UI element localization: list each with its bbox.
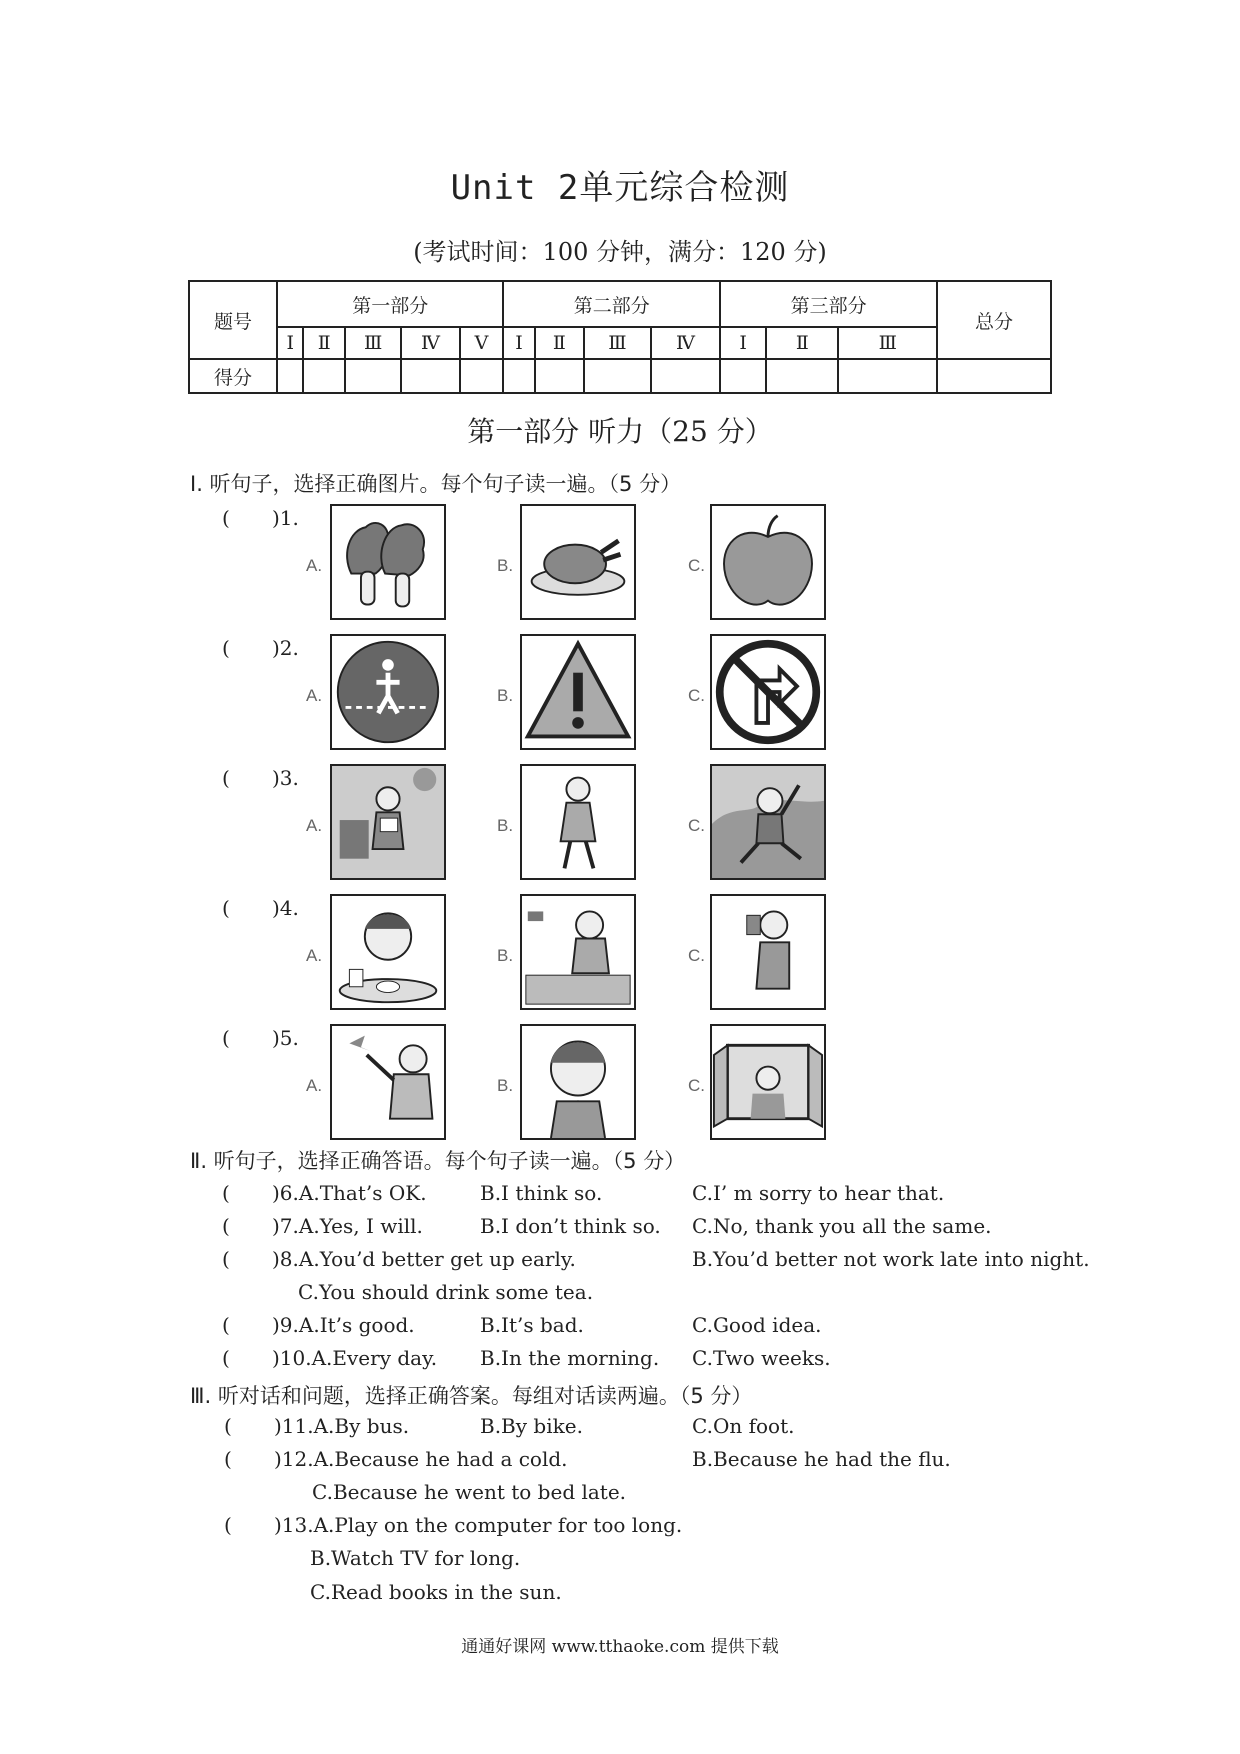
option-label: C. — [688, 816, 705, 835]
boy-throwing-icon[interactable] — [330, 1024, 446, 1140]
question-number: )9. — [272, 1313, 299, 1337]
col-label: Ⅲ — [584, 327, 651, 359]
option-label: C. — [688, 556, 705, 575]
girl-washing-icon[interactable] — [520, 894, 636, 1010]
option-label: B. — [497, 686, 514, 705]
option-b: B.I don’t think so. — [480, 1214, 661, 1238]
question-number: )10. — [272, 1346, 312, 1370]
option-c: C.Because he went to bed late. — [312, 1480, 627, 1504]
roast-chicken-icon[interactable] — [520, 504, 636, 620]
answer-paren[interactable]: ( — [224, 1414, 232, 1438]
answer-paren[interactable]: ( — [222, 766, 230, 790]
title-unit: Unit 2 — [450, 168, 580, 208]
answer-paren[interactable]: ( — [222, 1247, 230, 1271]
option-label: B. — [497, 816, 514, 835]
option-b: B.Because he had the flu. — [692, 1447, 951, 1471]
col-label: Ⅰ — [503, 327, 534, 359]
boy-apple-icon[interactable] — [520, 1024, 636, 1140]
answer-paren[interactable]: ( — [222, 1181, 230, 1205]
option-b: B.By bike. — [480, 1414, 583, 1438]
score-cell[interactable] — [277, 359, 303, 393]
answer-paren[interactable]: ( — [222, 1026, 230, 1050]
option-label: B. — [497, 946, 514, 965]
apple-icon[interactable] — [710, 504, 826, 620]
question-number: )7. — [272, 1214, 299, 1238]
option-label: B. — [497, 556, 514, 575]
question-heading-2: Ⅱ. 听句子，选择正确答语。每个句子读一遍。（5 分） — [190, 1149, 686, 1173]
question-number: )3. — [272, 766, 299, 790]
option-c: C.I’ m sorry to hear that. — [692, 1181, 945, 1205]
answer-paren[interactable]: ( — [222, 896, 230, 920]
col-label: Ⅲ — [838, 327, 937, 359]
boy-eating-icon[interactable] — [330, 894, 446, 1010]
answer-paren[interactable]: ( — [222, 1313, 230, 1337]
score-cell[interactable] — [303, 359, 344, 393]
page-title — [0, 160, 1240, 209]
col-label: Ⅴ — [460, 327, 504, 359]
option-b: B.I think so. — [480, 1181, 603, 1205]
question-number: )12. — [274, 1447, 314, 1471]
score-cell[interactable] — [651, 359, 720, 393]
option-label: C. — [688, 1076, 705, 1095]
col-label: Ⅲ — [345, 327, 401, 359]
option-a: A.Because he had a cold. — [313, 1447, 568, 1471]
option-label: A. — [306, 556, 323, 575]
boy-exercising-icon[interactable] — [710, 764, 826, 880]
girl-walking-icon[interactable] — [520, 764, 636, 880]
exam-info: (考试时间：100 分钟，满分：120 分) — [413, 238, 827, 266]
vegetables-icon[interactable] — [330, 504, 446, 620]
option-a: A.You’d better get up early. — [298, 1247, 576, 1271]
option-a: A.It’s good. — [298, 1313, 415, 1337]
option-c: C.You should drink some tea. — [298, 1280, 594, 1304]
score-table — [188, 280, 1052, 394]
part1-header: 第一部分 — [277, 281, 503, 327]
score-cell[interactable] — [720, 359, 766, 393]
option-c: C.No, thank you all the same. — [692, 1214, 992, 1238]
answer-paren[interactable]: ( — [222, 1346, 230, 1370]
option-a: A.Every day. — [311, 1346, 438, 1370]
score-cell[interactable] — [401, 359, 459, 393]
col-label: Ⅳ — [651, 327, 720, 359]
option-b: B.You’d better not work late into night. — [692, 1247, 1090, 1271]
pedestrian-sign-icon[interactable] — [330, 634, 446, 750]
option-label: C. — [688, 686, 705, 705]
part3-header: 第三部分 — [720, 281, 937, 327]
option-b: B.In the morning. — [480, 1346, 660, 1370]
score-cell[interactable] — [535, 359, 584, 393]
question-number: )2. — [272, 636, 299, 660]
answer-paren[interactable]: ( — [224, 1513, 232, 1537]
question-number: )13. — [274, 1513, 314, 1537]
title-text: 单元综合检测 — [579, 168, 790, 208]
option-a: A.That’s OK. — [298, 1181, 427, 1205]
question-number: )11. — [274, 1414, 314, 1438]
col-label: Ⅱ — [766, 327, 838, 359]
option-label: C. — [688, 946, 705, 965]
option-label: A. — [306, 686, 323, 705]
row-label-number: 题号 — [189, 281, 277, 359]
col-label: Ⅰ — [720, 327, 766, 359]
option-c: C.Good idea. — [692, 1313, 822, 1337]
option-c: C.On foot. — [692, 1414, 795, 1438]
question-number: )4. — [272, 896, 299, 920]
score-cell[interactable] — [937, 359, 1051, 393]
score-cell[interactable] — [584, 359, 651, 393]
answer-paren[interactable]: ( — [224, 1447, 232, 1471]
answer-paren[interactable]: ( — [222, 506, 230, 530]
option-b: B.It’s bad. — [480, 1313, 584, 1337]
girl-window-icon[interactable] — [710, 1024, 826, 1140]
score-cell[interactable] — [460, 359, 504, 393]
col-label: Ⅱ — [303, 327, 344, 359]
option-a: A.Yes, I will. — [298, 1214, 423, 1238]
row-label-score: 得分 — [189, 359, 277, 393]
man-drinking-icon[interactable] — [710, 894, 826, 1010]
warning-sign-icon[interactable] — [520, 634, 636, 750]
question-number: )8. — [272, 1247, 299, 1271]
footer-source: 通通好课网 www.tthaoke.com 提供下载 — [461, 1637, 779, 1657]
col-label: Ⅰ — [277, 327, 303, 359]
question-number: )1. — [272, 506, 299, 530]
no-right-turn-sign-icon[interactable] — [710, 634, 826, 750]
option-c: C.Read books in the sun. — [310, 1580, 562, 1604]
girl-reading-icon[interactable] — [330, 764, 446, 880]
option-label: A. — [306, 946, 323, 965]
option-c: C.Two weeks. — [692, 1346, 831, 1370]
col-label: Ⅳ — [401, 327, 459, 359]
question-heading-1: Ⅰ. 听句子，选择正确图片。每个句子读一遍。（5 分） — [190, 472, 682, 496]
answer-paren[interactable]: ( — [222, 636, 230, 660]
col-label: Ⅱ — [535, 327, 584, 359]
section-title: 第一部分 听力（25 分） — [467, 415, 773, 448]
score-cell[interactable] — [503, 359, 534, 393]
question-number: )6. — [272, 1181, 299, 1205]
question-number: )5. — [272, 1026, 299, 1050]
option-a: A.Play on the computer for too long. — [313, 1513, 683, 1537]
answer-paren[interactable]: ( — [222, 1214, 230, 1238]
option-a: A.By bus. — [313, 1414, 410, 1438]
option-label: B. — [497, 1076, 514, 1095]
question-heading-3: Ⅲ. 听对话和问题，选择正确答案。每组对话读两遍。（5 分） — [190, 1384, 753, 1408]
total-header: 总分 — [937, 281, 1051, 359]
part2-header: 第二部分 — [503, 281, 720, 327]
score-cell[interactable] — [345, 359, 401, 393]
option-b: B.Watch TV for long. — [310, 1546, 521, 1570]
option-label: A. — [306, 816, 323, 835]
option-label: A. — [306, 1076, 323, 1095]
score-cell[interactable] — [838, 359, 937, 393]
score-cell[interactable] — [766, 359, 838, 393]
